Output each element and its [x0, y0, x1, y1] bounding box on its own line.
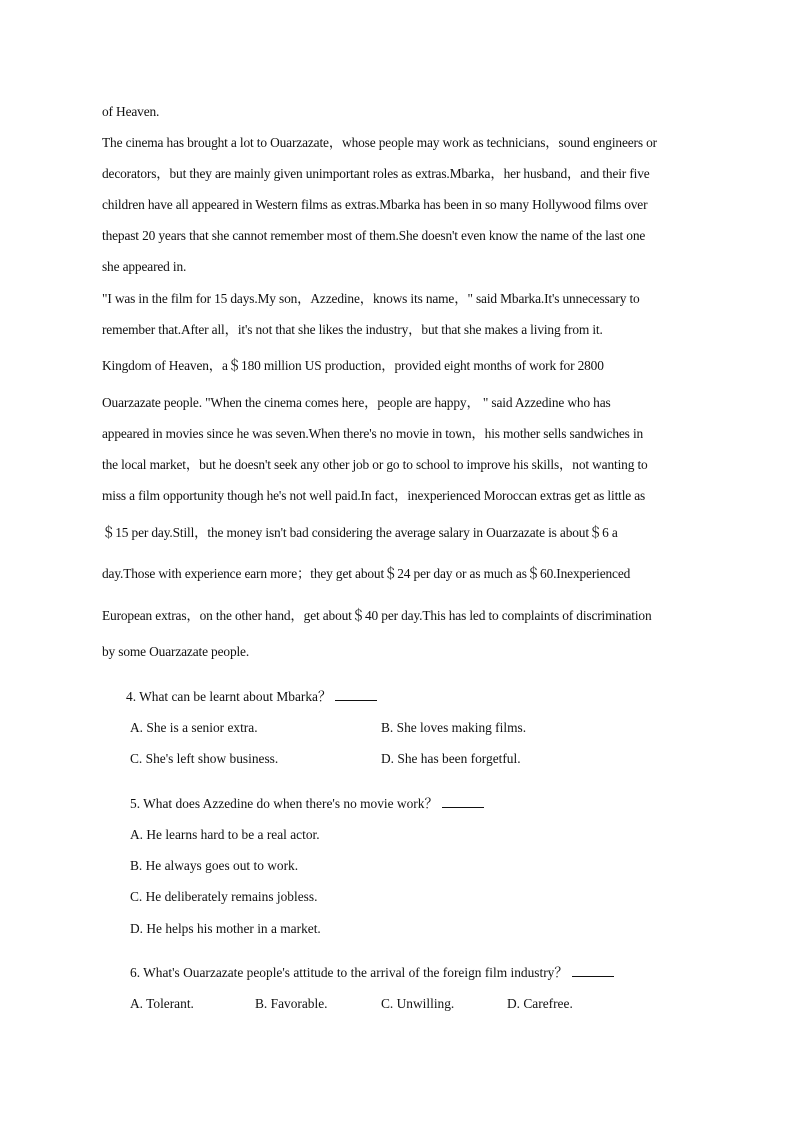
answer-blank[interactable]: [442, 795, 484, 808]
question-5-option-b[interactable]: B. He always goes out to work.: [130, 858, 299, 873]
passage-line: decorators，but they are mainly given unimportant roles as extras.Mbarka，her husband，and their five: [102, 166, 650, 181]
passage-line: "I was in the film for 15 days.My son，Azzedine，knows its name，" said Mbarka.It's unnecessary to: [102, 291, 640, 306]
passage-line: children have all appeared in Western films as extras.Mbarka has been in so many Hollywood films over: [102, 197, 648, 212]
question-4-option-d[interactable]: D. She has been forgetful.: [381, 751, 521, 766]
passage-line: European extras，on the other hand，get about＄40 per day.This has led to complaints of discrimination: [102, 608, 652, 623]
question-6-option-c[interactable]: C. Unwilling.: [381, 996, 455, 1011]
passage-line: appeared in movies since he was seven.When there's no movie in town，his mother sells sandwiches in: [102, 426, 644, 441]
passage-line: The cinema has brought a lot to Ouarzazate，whose people may work as technicians，sound engineers or: [102, 135, 657, 150]
passage-line: the local market，but he doesn't seek any other job or go to school to improve his skills，not wanting to: [102, 457, 648, 472]
question-6-option-b[interactable]: B. Favorable.: [255, 996, 328, 1011]
question-4-option-b[interactable]: B. She loves making films.: [381, 720, 527, 735]
passage-line: of Heaven.: [102, 104, 160, 119]
answer-blank[interactable]: [335, 688, 377, 701]
question-4-stem: [126, 688, 377, 706]
question-5-option-d[interactable]: D. He helps his mother in a market.: [130, 921, 321, 936]
question-5-option-c[interactable]: C. He deliberately remains jobless.: [130, 889, 318, 904]
passage-line: day.Those with experience earn more；they get about＄24 per day or as much as＄60.Inexperienced: [102, 566, 631, 581]
question-text: 4. What can be learnt about Mbarka？: [126, 689, 332, 704]
question-6-stem: [130, 964, 614, 982]
question-4-option-a[interactable]: A. She is a senior extra.: [130, 720, 258, 735]
question-6-option-d[interactable]: D. Carefree.: [507, 996, 573, 1011]
passage-line: by some Ouarzazate people.: [102, 644, 250, 659]
passage-line: miss a film opportunity though he's not well paid.In fact，inexperienced Moroccan extras get as little as: [102, 488, 646, 503]
passage-line: remember that.After all，it's not that she likes the industry，but that she makes a living from it.: [102, 322, 603, 337]
passage-line: thepast 20 years that she cannot remember most of them.She doesn't even know the name of the last one: [102, 228, 646, 243]
question-5-stem: [130, 795, 484, 813]
passage-line: Ouarzazate people. "When the cinema comes here，people are happy， " said Azzedine who has: [102, 395, 611, 410]
question-text: 6. What's Ouarzazate people's attitude to the arrival of the foreign film industry？: [130, 965, 568, 980]
passage-line: she appeared in.: [102, 259, 187, 274]
question-5-option-a[interactable]: A. He learns hard to be a real actor.: [130, 827, 320, 842]
answer-blank[interactable]: [572, 964, 614, 977]
passage-line: ＄15 per day.Still，the money isn't bad considering the average salary in Ouarzazate is about＄6 a: [102, 525, 618, 540]
question-6-option-a[interactable]: A. Tolerant.: [130, 996, 194, 1011]
passage-line: Kingdom of Heaven，a＄180 million US production，provided eight months of work for 2800: [102, 358, 604, 373]
question-text: 5. What does Azzedine do when there's no movie work？: [130, 796, 438, 811]
question-4-option-c[interactable]: C. She's left show business.: [130, 751, 279, 766]
